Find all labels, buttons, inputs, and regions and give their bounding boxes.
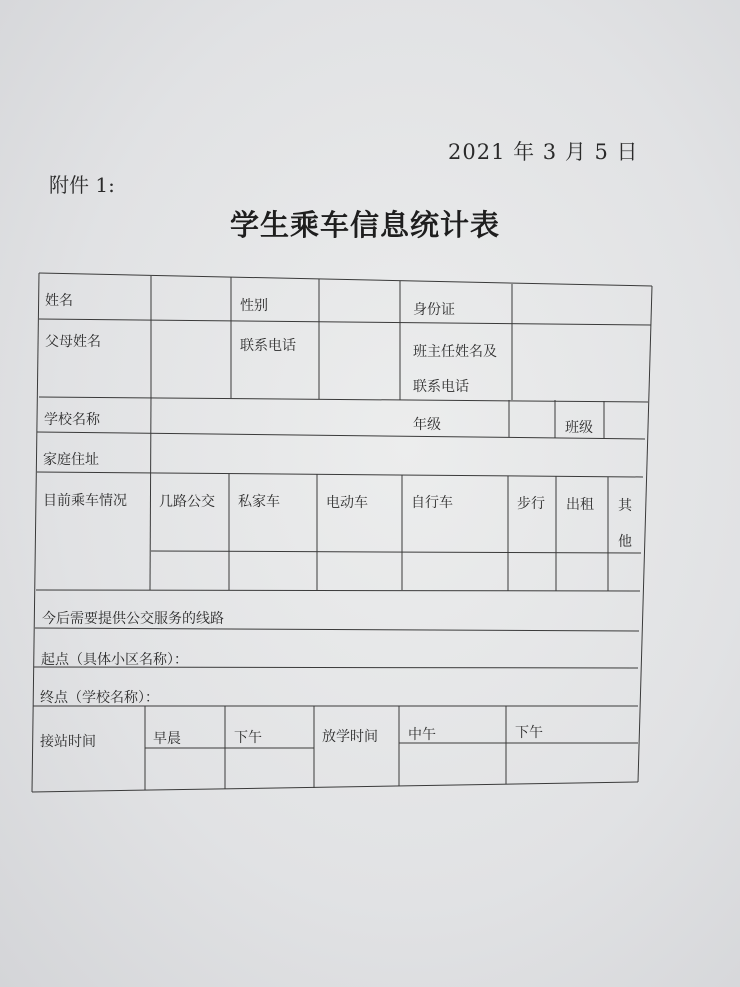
transport-option-bus: 几路公交 xyxy=(159,494,215,510)
pickup-time-label: 接站时间 xyxy=(40,734,96,750)
transport-option-e-bike: 电动车 xyxy=(326,495,368,511)
transport-option-other-bottom: 他 xyxy=(618,534,632,550)
teacher-label-line1: 班主任姓名及 xyxy=(413,344,497,360)
noon-label: 中午 xyxy=(408,727,436,743)
transport-option-bicycle: 自行车 xyxy=(411,495,453,511)
id-label: 身份证 xyxy=(413,302,455,318)
attachment-label: 附件 1: xyxy=(49,173,115,197)
parent-name-label: 父母姓名 xyxy=(45,334,101,350)
transport-option-taxi: 出租 xyxy=(566,497,594,513)
name-label: 姓名 xyxy=(45,293,73,309)
transport-option-other-top: 其 xyxy=(618,498,632,514)
end-point-label: 终点（学校名称）： xyxy=(40,690,159,706)
afternoon-label: 下午 xyxy=(234,730,262,746)
phone-label: 联系电话 xyxy=(240,338,296,354)
start-point-label: 起点（具体小区名称）： xyxy=(41,652,188,668)
gender-label: 性别 xyxy=(240,298,268,314)
dismissal-time-label: 放学时间 xyxy=(322,729,378,745)
school-name-label: 学校名称 xyxy=(44,412,100,428)
document-date: 2021 年 3 月 5 日 xyxy=(448,140,639,164)
transport-option-private-car: 私家车 xyxy=(238,494,280,510)
address-label: 家庭住址 xyxy=(43,452,99,468)
transport-label: 目前乘车情况 xyxy=(43,493,127,509)
form-title: 学生乘车信息统计表 xyxy=(230,208,501,242)
transport-option-walk: 步行 xyxy=(517,496,545,512)
future-route-label: 今后需要提供公交服务的线路 xyxy=(42,611,224,627)
grade-label: 年级 xyxy=(413,417,441,433)
afternoon2-label: 下午 xyxy=(515,725,543,741)
teacher-label-line2: 联系电话 xyxy=(413,379,469,395)
morning-label: 早晨 xyxy=(153,731,181,747)
class-label: 班级 xyxy=(565,420,593,436)
